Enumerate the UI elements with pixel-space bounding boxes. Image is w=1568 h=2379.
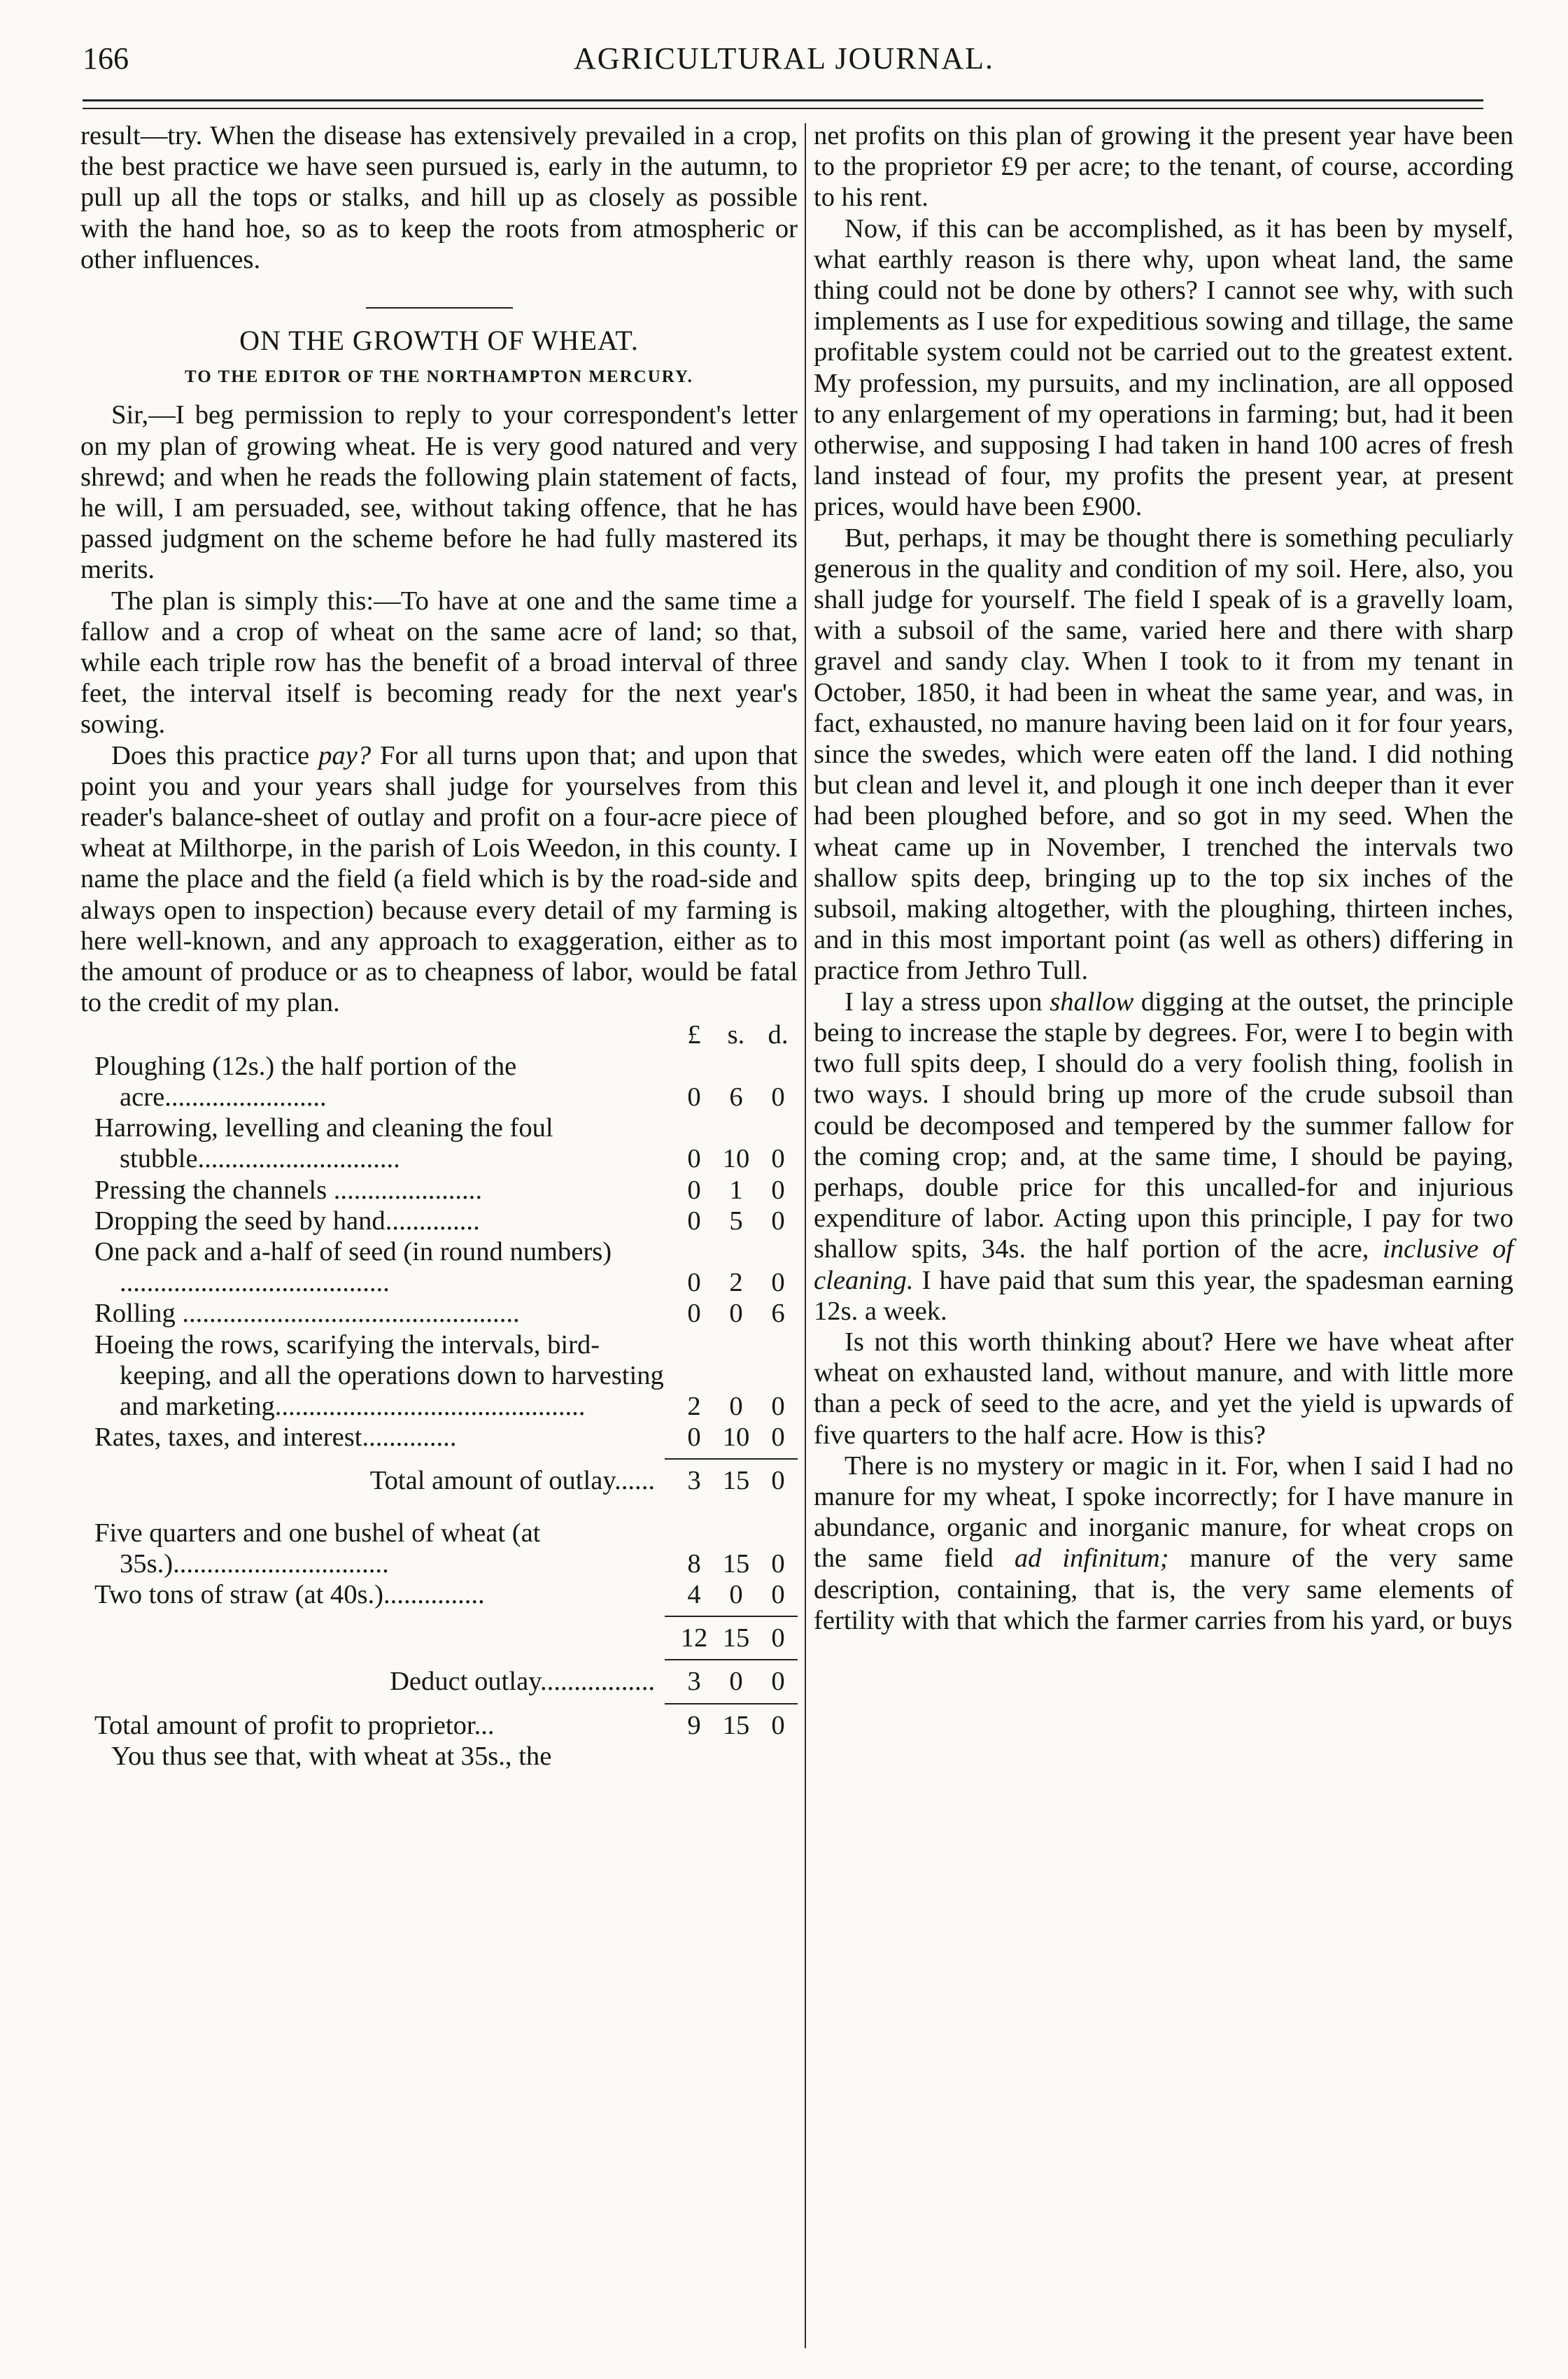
emphasis: pay?	[318, 740, 372, 770]
shillings-value: 10	[722, 1423, 750, 1453]
column-divider	[805, 123, 806, 2348]
account-row	[80, 1298, 798, 1329]
paragraph: Now, if this can be accomplished, as it has been by myself, what earthly reason is there why, upon wheat land, the same thing could not be done by others? I cannot see why, with such implements as I use for expeditious sowing and tillage, the same profitable system could not be carried out to the greatest extent. My profession, my pursuits, and my inclination, are all opposed to any enlargement of my operations in farming; but, had it been otherwise, and supposing I had taken in hand 100 acres of fresh land instead of four, my profits the present year, at present prices, would have been £900.	[814, 213, 1513, 522]
pence-value: 0	[771, 1268, 785, 1298]
text-run: Does this practice	[111, 740, 319, 770]
text-run: digging at the outset, the principle being to increase the staple by degrees. For, were I to begin with two full spits deep, I should do a very foolish thing, foolish in two ways. I should bring up more of the crude subsoil than could be decomposed and tempered by the summer fallow for the coming crop; and, at the same time, I should be paying, perhaps, double price for this uncalled-for and injurious expenditure of labor. Acting upon this principle, I pay for two shallow spits, 34s. the half portion of the acre,	[814, 987, 1513, 1264]
pence-value: 0	[771, 1391, 785, 1421]
shillings-value: 5	[729, 1206, 743, 1236]
account-row	[80, 1422, 798, 1453]
article-title: ON THE GROWTH OF WHEAT.	[239, 325, 639, 357]
row-label: Rates, taxes, and interest..............	[94, 1423, 457, 1453]
sum-rule	[665, 1659, 798, 1660]
emphasis: inclusive of cleaning.	[814, 1234, 1513, 1295]
row-label: Ploughing (12s.) the half portion of the acre........................	[94, 1051, 517, 1112]
outlay-items	[80, 1051, 798, 1453]
pounds-value: 0	[687, 1268, 701, 1298]
pounds-value: 0	[687, 1175, 701, 1205]
pence-value: 6	[771, 1299, 785, 1329]
text-run: I have paid that sum this year, the spadesman earning 12s. a week.	[814, 1265, 1513, 1326]
paragraph: You thus see that, with wheat at 35s., the	[111, 1741, 552, 1771]
text-run: There is no mystery or magic in it. For, when I said I had no manure for my wheat, I spoke incorrectly; for I have manure in abundance, organic and inorganic manure, for wheat crops on the same field	[814, 1450, 1513, 1574]
pence-value: 0	[771, 1144, 785, 1174]
paragraph	[814, 987, 1513, 1327]
pounds-value: 12	[680, 1623, 708, 1653]
page-number: 166	[83, 41, 129, 76]
pence-value: 0	[771, 1466, 785, 1496]
row-label: Hoeing the rows, scarifying the intervals, bird-keeping, and all the operations down to harvesting and marketing..............................................	[94, 1329, 664, 1421]
shillings-value: 15	[722, 1623, 750, 1653]
paragraph: The plan is simply this:—To have at one and the same time a fallow and a crop of wheat on the same acre of land; so that, while each triple row has the benefit of a broad interval of three feet, the interval itself is becoming ready for the next year's sowing.	[80, 586, 798, 740]
pounds-value: 9	[687, 1710, 701, 1740]
account-row	[80, 1329, 798, 1423]
shillings-value: 0	[729, 1299, 743, 1329]
emphasis: shallow	[1050, 987, 1134, 1017]
shillings-value: 15	[722, 1548, 750, 1579]
sum-rule	[665, 1703, 798, 1704]
text-run: I lay a stress upon	[845, 987, 1050, 1017]
left-column	[80, 120, 798, 1772]
right-column	[814, 120, 1513, 1636]
account-row	[80, 1236, 798, 1298]
pence-value: 0	[771, 1710, 785, 1740]
row-label: Total amount of profit to proprietor...	[94, 1710, 495, 1740]
pounds-value: 0	[687, 1144, 701, 1174]
pounds-value: 3	[687, 1667, 701, 1697]
row-label: One pack and a-half of seed (in round numbers) ........................................	[94, 1236, 612, 1298]
pounds-value: 0	[687, 1423, 701, 1453]
pounds-value: 0	[687, 1299, 701, 1329]
paragraph: Sir,—I beg permission to reply to your correspondent's letter on my plan of growing wheat. He is very good natured and very shrewd; and when he reads the following plain statement of facts, he will, I am persuaded, see, without taking offence, that he has passed judgment on the scheme before he had fully mastered its merits.	[80, 400, 798, 585]
paragraph: But, perhaps, it may be thought there is something peculiarly generous in the quality and condition of my soil. Here, also, you shall judge for yourself. The field I speak of is a gravelly loam, with a subsoil of the same, varied here and there with sharp gravel and sandy clay. When I took to it from my tenant in October, 1850, it had been in wheat the same year, and was, in fact, exhausted, no manure having been laid on it for four years, since the swedes, which were eaten off the land. I did nothing but clean and level it, and plough it one inch deeper than it ever had been ploughed before, and so got in my seed. When the wheat came up in November, I trenched the intervals two shallow spits deep, bringing up to the top six inches of the subsoil, making altogether, with the ploughing, thirteen inches, and in this most important point (as well as others) differing in practice from Jethro Tull.	[814, 523, 1513, 986]
sum-rule	[665, 1458, 798, 1460]
paragraph: result—try. When the disease has extensively prevailed in a crop, the best practice we have seen pursued is, early in the autumn, to pull up all the tops or stalks, and hill up as closely as possible with the hand hoe, so as to keep the roots from atmospheric or other influences.	[80, 121, 798, 274]
account-row	[80, 1051, 798, 1113]
shillings-value: 1	[729, 1175, 743, 1205]
deduct-outlay-row	[80, 1666, 798, 1697]
row-label: Rolling ..................................................	[94, 1299, 520, 1329]
row-label: Two tons of straw (at 40s.)...............	[94, 1579, 485, 1609]
header-rule-thin	[83, 108, 1483, 109]
shillings-value: 10	[722, 1144, 750, 1174]
pence-value: 0	[771, 1579, 785, 1609]
header-rule	[83, 99, 1483, 101]
row-label: Pressing the channels ......................	[94, 1175, 482, 1205]
account-row	[80, 1175, 798, 1206]
shillings-value: 15	[722, 1466, 750, 1496]
pounds-value: 0	[687, 1206, 701, 1236]
row-label: Deduct outlay.................	[390, 1667, 655, 1697]
balance-sheet	[80, 1019, 798, 1740]
pence-value: 0	[771, 1175, 785, 1205]
pence-value: 0	[771, 1423, 785, 1453]
shillings-heading: s.	[727, 1020, 745, 1050]
shillings-value: 0	[729, 1667, 743, 1697]
balance-sheet-header	[80, 1019, 798, 1050]
page-header	[0, 41, 1568, 83]
text-run: For all turns upon that; and upon that point you and your years shall judge for yourselves from this reader's balance-sheet of outlay and profit on a four-acre piece of wheat at Milthorpe, in the parish of Lois Weedon, in this county. I name the place and the field (a field which is by the road-side and always open to inspection) because every detail of my farming is here well-known, and any approach to exaggeration, either as to the amount of produce or as to cheapness of labor, would be fatal to the credit of my plan.	[80, 740, 798, 1018]
row-label: Harrowing, levelling and cleaning the foul stubble..............................	[94, 1113, 553, 1174]
shillings-value: 15	[722, 1710, 750, 1740]
total-outlay-row	[80, 1465, 798, 1496]
account-row	[80, 1113, 798, 1174]
profit-row	[80, 1710, 798, 1741]
pence-value: 0	[771, 1667, 785, 1697]
pounds-value: 0	[687, 1082, 701, 1112]
pence-heading: d.	[768, 1020, 789, 1050]
pence-value: 0	[771, 1548, 785, 1579]
paragraph	[814, 1450, 1513, 1636]
running-title: AGRICULTURAL JOURNAL.	[574, 41, 994, 76]
row-label: Five quarters and one bushel of wheat (at 35s.)................................	[94, 1518, 541, 1579]
sum-rule	[665, 1616, 798, 1617]
produce-items	[80, 1518, 798, 1611]
pence-value: 0	[771, 1082, 785, 1112]
pence-value: 0	[771, 1623, 785, 1653]
shillings-value: 6	[729, 1082, 743, 1112]
account-row	[80, 1579, 798, 1610]
text-run: manure of the very same description, containing, that is, the very same elements of fertility with that which the farmer carries from his yard, or buys	[814, 1544, 1513, 1635]
section-divider	[366, 307, 513, 309]
pounds-value: 3	[687, 1466, 701, 1496]
paragraph: Is not this worth thinking about? Here we have wheat after wheat on exhausted land, without manure, and with little more than a peck of seed to the acre, and yet the yield is upwards of five quarters to the half acre. How is this?	[814, 1327, 1513, 1450]
paragraph: net profits on this plan of growing it the present year have been to the proprietor £9 per acre; to the tenant, of course, according to his rent.	[814, 121, 1513, 213]
pounds-value: 2	[687, 1391, 701, 1421]
paragraph	[80, 740, 798, 1019]
emphasis: ad infinitum;	[1014, 1544, 1169, 1574]
account-row	[80, 1518, 798, 1579]
pounds-heading: £	[687, 1020, 701, 1050]
row-label: Dropping the seed by hand..............	[94, 1206, 480, 1236]
row-label: Total amount of outlay......	[369, 1466, 655, 1496]
shillings-value: 2	[729, 1268, 743, 1298]
shillings-value: 0	[729, 1391, 743, 1421]
pounds-value: 8	[687, 1548, 701, 1579]
article-salutation: TO THE EDITOR OF THE NORTHAMPTON MERCURY.	[185, 367, 693, 387]
produce-total-row	[80, 1623, 798, 1653]
shillings-value: 0	[729, 1579, 743, 1609]
pence-value: 0	[771, 1206, 785, 1236]
pounds-value: 4	[687, 1579, 701, 1609]
account-row	[80, 1206, 798, 1236]
